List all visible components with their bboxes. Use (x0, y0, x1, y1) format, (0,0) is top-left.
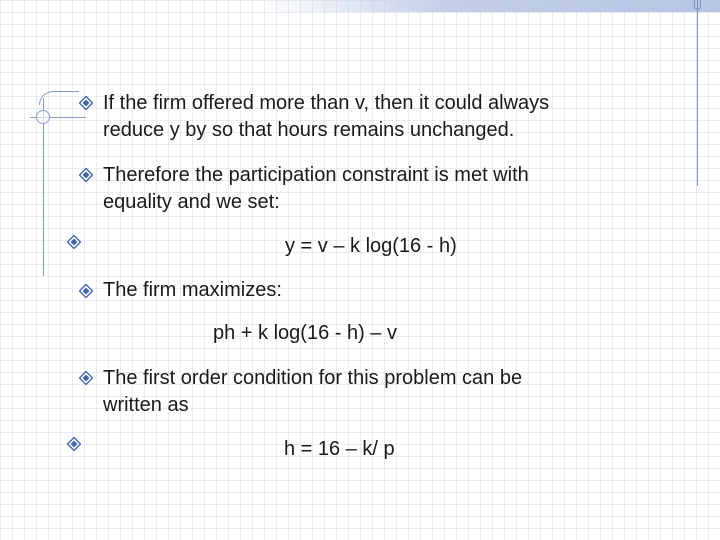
bullet-5-line-2: written as (103, 394, 189, 416)
diamond-bullet-icon (67, 437, 81, 451)
top-banner-decoration (262, 0, 720, 12)
equation-first-order-condition: h = 16 – k/ p (284, 438, 395, 460)
bullet-2-line-1: Therefore the participation constraint is met with (103, 164, 529, 186)
left-curl-decoration (39, 91, 79, 105)
right-rule-decoration (697, 0, 698, 186)
diamond-bullet-icon (79, 371, 93, 385)
equation-firm-objective: ph + k log(16 - h) – v (213, 322, 397, 344)
left-vertical-line-decoration (43, 98, 44, 276)
bullet-4-line-1: The firm maximizes: (103, 279, 282, 301)
diamond-bullet-icon (79, 284, 93, 298)
bullet-2-line-2: equality and we set: (103, 191, 280, 213)
right-rule-cap-decoration (694, 0, 701, 10)
bullet-1-line-1: If the firm offered more than v, then it could always (103, 92, 550, 114)
bullet-1-line-2: reduce y by so that hours remains unchanged. (103, 119, 515, 141)
diamond-bullet-icon (79, 168, 93, 182)
equation-participation-constraint: y = v – k log(16 - h) (285, 235, 457, 257)
bullet-5-line-1: The first order condition for this problem can be (103, 367, 523, 389)
left-ring-decoration (36, 110, 50, 124)
diamond-bullet-icon (79, 96, 93, 110)
diamond-bullet-icon (67, 235, 81, 249)
